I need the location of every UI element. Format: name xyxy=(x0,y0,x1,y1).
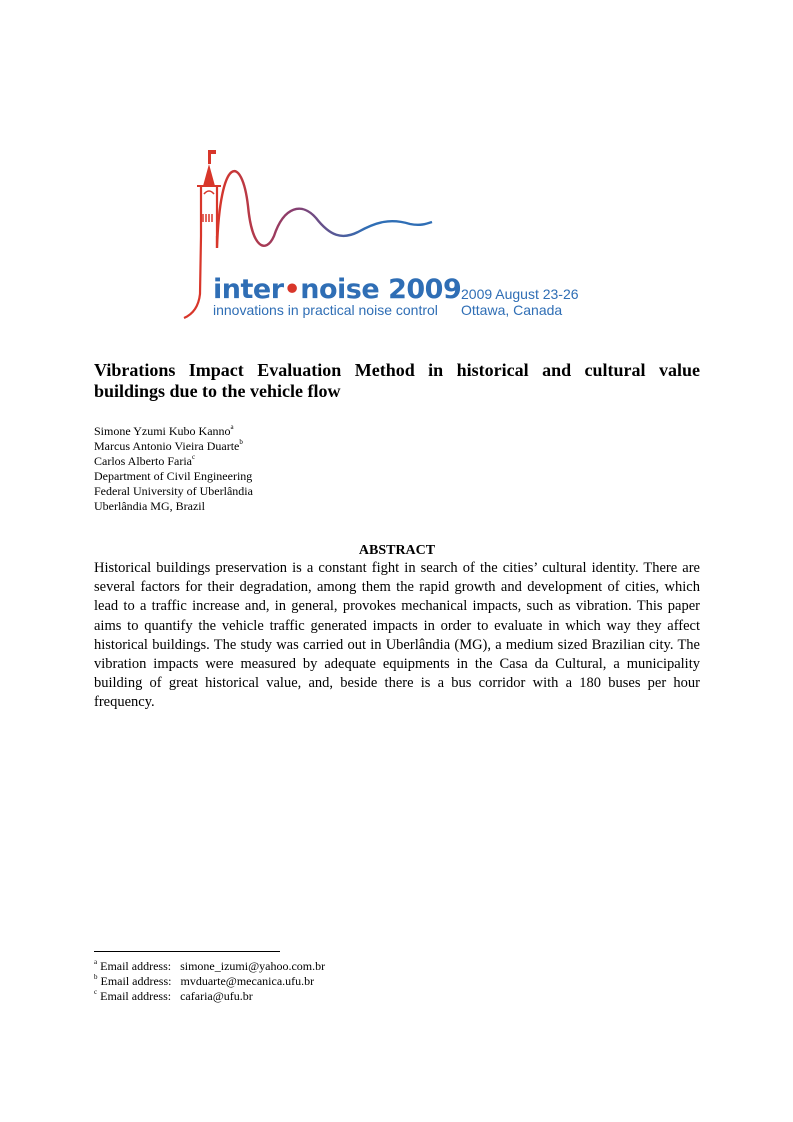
footnote-email[interactable]: mvduarte@mecanica.ufu.br xyxy=(180,974,315,988)
footnote xyxy=(94,989,594,1004)
footnote-divider xyxy=(94,951,280,952)
author-name xyxy=(94,439,494,454)
tower-roof xyxy=(203,164,215,186)
footnote-mark: b xyxy=(94,973,98,981)
conference-name-part2: noise 2009 xyxy=(300,274,462,305)
conference-name-part1: inter xyxy=(213,274,284,305)
conference-tagline: innovations in practical noise control xyxy=(213,302,438,318)
footnotes xyxy=(94,959,594,1004)
conference-name-dot: • xyxy=(283,274,301,305)
tower-windows xyxy=(203,214,212,222)
tower-flag xyxy=(211,150,216,154)
author-block xyxy=(94,424,494,514)
author-name-text: Marcus Antonio Vieira Duarte xyxy=(94,439,240,453)
conference-place: Ottawa, Canada xyxy=(461,302,563,318)
author-name xyxy=(94,424,494,439)
author-footnote-mark: c xyxy=(191,453,196,461)
footnote xyxy=(94,959,594,974)
affiliation-university: Federal University of Uberlândia xyxy=(94,484,253,498)
footnote-email[interactable]: simone_izumi@yahoo.com.br xyxy=(180,959,326,973)
affiliation-department: Department of Civil Engineering xyxy=(94,469,253,483)
tower-flagpole xyxy=(208,150,211,164)
footnote-mark: c xyxy=(94,988,98,996)
paper-title: Vibrations Impact Evaluation Method in historical and cultural value buildings due to the vehicle flow xyxy=(94,360,700,401)
sound-wave xyxy=(217,171,432,248)
footnote-label: Email address: xyxy=(100,974,172,988)
tower-base-line xyxy=(184,236,201,318)
author-footnote-mark: a xyxy=(230,423,234,431)
footnote xyxy=(94,974,594,989)
tower-clock xyxy=(204,191,214,194)
author-name-text: Simone Yzumi Kubo Kanno xyxy=(94,424,231,438)
footnote-email[interactable]: cafaria@ufu.br xyxy=(180,989,253,1003)
author-footnote-mark: b xyxy=(239,438,243,446)
footnote-label: Email address: xyxy=(100,959,172,973)
conference-date: 2009 August 23-26 xyxy=(461,286,579,302)
footnote-mark: a xyxy=(94,958,98,966)
author-name-text: Carlos Alberto Faria xyxy=(94,454,192,468)
affiliation-location: Uberlândia MG, Brazil xyxy=(94,499,205,513)
author-name xyxy=(94,454,494,469)
tower-body xyxy=(201,186,217,236)
footnote-label: Email address: xyxy=(100,989,172,1003)
abstract-heading: ABSTRACT xyxy=(358,543,436,558)
abstract-text: Historical buildings preservation is a constant fight in search of the cities’ cultural identity. There are several factors for their degradation, among them the rapid growth and development of cities, which lead to a traffic increase and, in general, provokes mechanical impacts, such as vibration. This paper aims to quantify the vehicle traffic generated impacts in order to evaluate in which way they affect historical buildings. The study was carried out in Uberlândia (MG), a medium sized Brazilian city. The vibration impacts were measured by adequate equipments in the Casa da Cultural, a municipality building of great historical value, and, beside there is a bus corridor with a 180 buses per hour frequency. xyxy=(94,560,700,711)
